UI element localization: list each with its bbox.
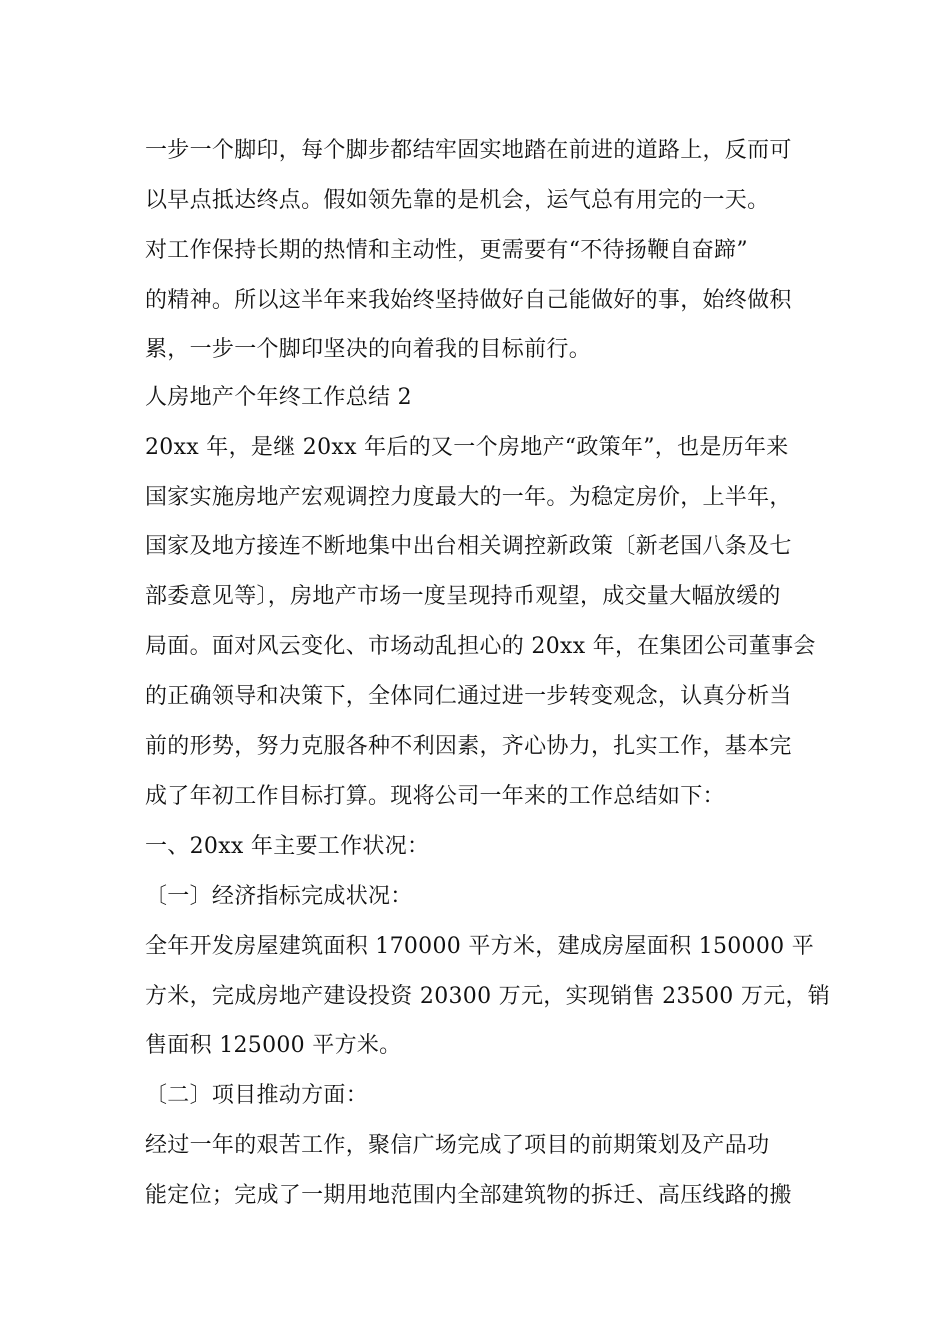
paragraph-line: 售面积 125000 平方米。 [145, 1033, 402, 1058]
paragraph-line: 20xx 年，是继 20xx 年后的又一个房地产“政策年”，也是历年来 [145, 435, 789, 460]
paragraph-line: 的正确领导和决策下，全体同仁通过进一步转变观念，认真分析当 [145, 684, 792, 709]
section-heading: 人房地产个年终工作总结 2 [145, 385, 412, 410]
paragraph-line: 国家及地方接连不断地集中出台相关调控新政策〔新老国八条及七 [145, 534, 792, 559]
paragraph-line: 部委意见等〕，房地产市场一度呈现持币观望，成交量大幅放缓的 [145, 584, 781, 609]
subsection-heading: 一、20xx 年主要工作状况： [145, 834, 430, 859]
paragraph-line: 方米，完成房地产建设投资 20300 万元，实现销售 23500 万元，销 [145, 984, 831, 1009]
paragraph-line: 累，一步一个脚印坚决的向着我的目标前行。 [145, 337, 592, 362]
paragraph-line: 全年开发房屋建筑面积 170000 平方米，建成房屋面积 150000 平 [145, 934, 815, 959]
paragraph-line: 以早点抵达终点。假如领先靠的是机会，运气总有用完的一天。 [145, 188, 770, 213]
subsection-heading: 〔二〕项目推动方面： [145, 1083, 369, 1108]
paragraph-line: 的精神。所以这半年来我始终坚持做好自己能做好的事，始终做积 [145, 288, 792, 313]
paragraph-line: 经过一年的艰苦工作，聚信广场完成了项目的前期策划及产品功 [145, 1133, 770, 1158]
paragraph-line: 局面。面对风云变化、市场动乱担心的 20xx 年，在集团公司董事会 [145, 634, 816, 659]
paragraph-line: 前的形势，努力克服各种不利因素，齐心协力，扎实工作，基本完 [145, 734, 792, 759]
paragraph-line: 国家实施房地产宏观调控力度最大的一年。为稳定房价，上半年， [145, 485, 792, 510]
paragraph-line: 对工作保持长期的热情和主动性，更需要有“不待扬鞭自奋蹄” [145, 238, 748, 263]
paragraph-line: 能定位；完成了一期用地范围内全部建筑物的拆迁、高压线路的搬 [145, 1183, 792, 1208]
paragraph-line: 成了年初工作目标打算。现将公司一年来的工作总结如下： [145, 784, 725, 809]
subsection-heading: 〔一〕经济指标完成状况： [145, 884, 413, 909]
paragraph-line: 一步一个脚印，每个脚步都结牢固实地踏在前进的道路上，反而可 [145, 138, 792, 163]
